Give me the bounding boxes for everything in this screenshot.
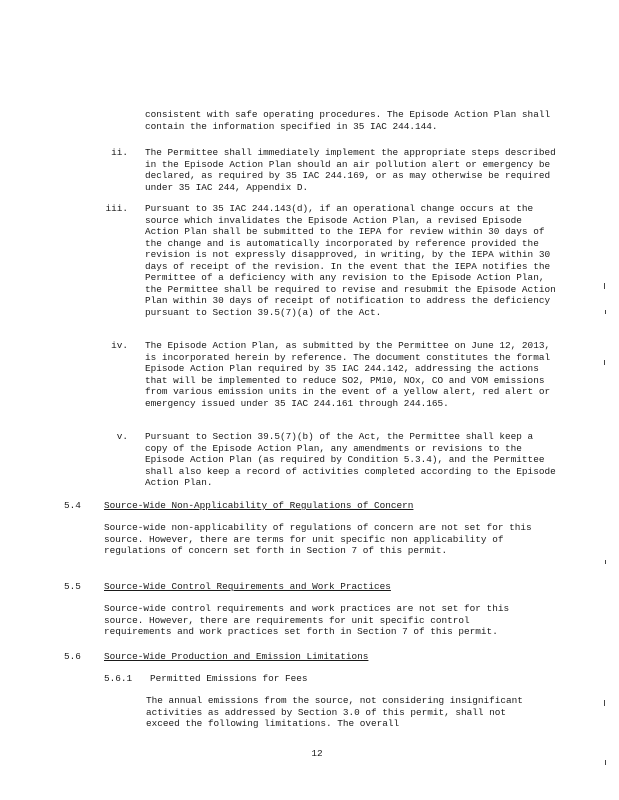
subsection-5-6-1-body: The annual emissions from the source, not considering insignificant activities as addressed by Section 3.0 of this permit, shall not exceed the following limitations. The overall [146,695,523,729]
item-iii-marker: iii. [105,203,128,214]
scan-artifact-mark [604,283,605,289]
scan-artifact-mark [605,560,606,564]
section-5-5-number: 5.5 [64,581,81,592]
item-v-text: Pursuant to Section 39.5(7)(b) of the Act, the Permittee shall keep a copy of the Episode Action Plan, any amendments or revisions to the Episode Action Plan (as required by Condition 5.3.4), and the Permittee shall also keep a record of activities completed according to the Episode Action Plan. [145,431,556,488]
section-5-4-heading: Source-Wide Non-Applicability of Regulations of Concern [104,500,414,511]
subsection-5-6-1-number: 5.6.1 [104,673,133,684]
item-iii-text: Pursuant to 35 IAC 244.143(d), if an operational change occurs at the source which invalidates the Episode Action Plan, a revised Episode Action Plan shall be submitted to the IEPA for review within 30 days of the change and is automatically incorporated by reference provided the revision is not expressly disapproved, in writing, by the IEPA within 30 days of receipt of the revision. In the event that the IEPA notifies the Permittee of a deficiency with any revision to the Episode Action Plan, the Permittee shall be required to revise and resubmit the Episode Action Plan within 30 days of receipt of notification to address the deficiency pursuant to Section 39.5(7)(a) of the Act. [145,203,556,318]
scan-artifact-mark [605,310,606,314]
section-5-6-number: 5.6 [64,651,81,662]
section-5-4-number: 5.4 [64,500,81,511]
section-5-4-body: Source-wide non-applicability of regulations of concern are not set for this source. However, there are terms for unit specific non applicability of regulations of concern set forth in Section 7 of this permit. [104,522,532,556]
section-5-6-heading: Source-Wide Production and Emission Limitations [104,651,369,662]
scan-artifact-mark [604,360,605,365]
item-v-marker: v. [116,431,128,442]
section-5-5-heading: Source-Wide Control Requirements and Work Practices [104,581,391,592]
item-iv-text: The Episode Action Plan, as submitted by the Permittee on June 12, 2013, is incorporated herein by reference. The document constitutes the formal Episode Action Plan required by 35 IAC 244.142, addressing the actions that will be implemented to reduce SO2, PM10, NOx, CO and VOM emissions from various emission units in the event of a yellow alert, red alert or emergency issued under 35 IAC 244.161 through 244.165. [145,340,551,409]
page-number: 12 [311,748,323,759]
scan-artifact-mark [605,760,606,765]
item-ii-marker: ii. [111,147,128,158]
item-ii-text: The Permittee shall immediately implement the appropriate steps described in the Episode Action Plan should an air pollution alert or emergency be declared, as required by 35 IAC 244.169, or as may otherwise be required under 35 IAC 244, Appendix D. [145,147,556,193]
subsection-5-6-1-heading: Permitted Emissions for Fees [150,673,308,684]
item-iv-marker: iv. [111,340,128,351]
item-i-continuation: consistent with safe operating procedures. The Episode Action Plan shall contain the information specified in 35 IAC 244.144. [145,109,551,132]
section-5-5-body: Source-wide control requirements and work practices are not set for this source. However, there are requirements for unit specific control requirements and work practices set forth in Section 7 of this permit. [104,603,510,637]
scan-artifact-mark [604,700,605,706]
